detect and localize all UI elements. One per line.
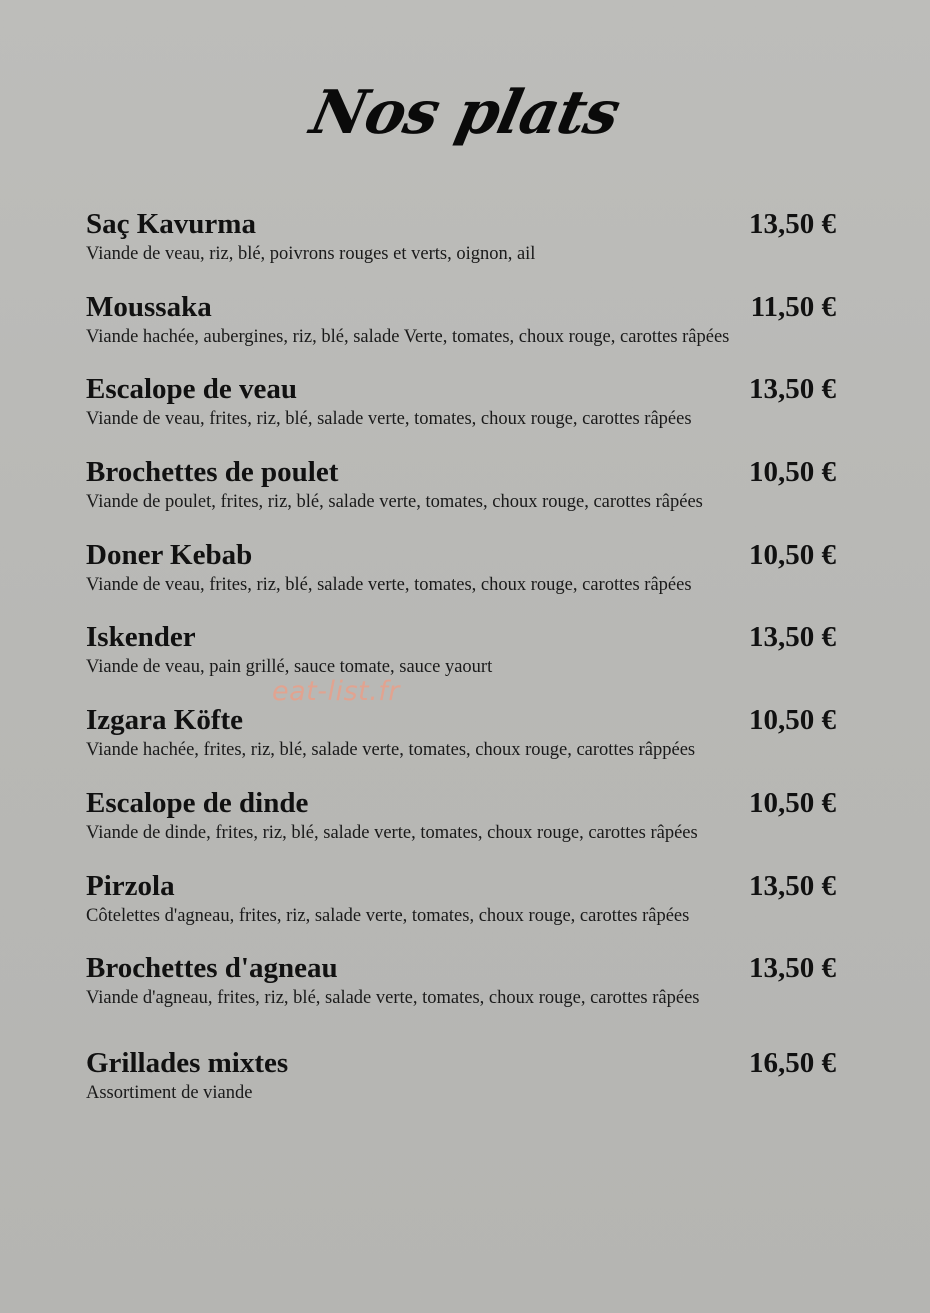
dish-description: Viande de dinde, frites, riz, blé, salade verte, tomates, choux rouge, carottes râpées xyxy=(86,822,698,843)
menu-item xyxy=(84,371,844,454)
menu-item xyxy=(84,454,844,537)
menu-item xyxy=(84,702,844,785)
dish-description: Viande de veau, frites, riz, blé, salade verte, tomates, choux rouge, carottes râpées xyxy=(86,409,692,430)
dish-name: Saç Kavurma xyxy=(86,208,256,240)
dish-price: 10,50 € xyxy=(749,786,836,819)
dish-description: Viande de poulet, frites, riz, blé, salade verte, tomates, choux rouge, carottes râpées xyxy=(86,492,703,513)
dish-price: 11,50 € xyxy=(750,290,836,323)
dish-price: 10,50 € xyxy=(749,538,836,571)
menu-item xyxy=(84,289,844,372)
menu-item xyxy=(84,868,844,951)
dish-price: 16,50 € xyxy=(749,1046,836,1079)
dish-name: Moussaka xyxy=(86,290,212,323)
menu-item xyxy=(84,206,844,289)
menu-item xyxy=(84,785,844,868)
dish-price: 13,50 € xyxy=(749,869,836,902)
menu-item xyxy=(84,537,844,620)
dish-price: 13,50 € xyxy=(749,621,836,654)
menu-item xyxy=(84,950,844,1033)
dish-price: 13,50 € xyxy=(749,952,836,985)
dish-name: Doner Kebab xyxy=(86,538,253,571)
dish-description: Viande hachée, frites, riz, blé, salade verte, tomates, choux rouge, carottes râppées xyxy=(86,740,696,761)
dish-price: 10,50 € xyxy=(749,704,836,737)
dish-price: 13,50 € xyxy=(749,373,836,406)
dish-description: Côtelettes d'agneau, frites, riz, salade verte, tomates, choux rouge, carottes râpées xyxy=(86,905,690,926)
dish-name: Iskender xyxy=(86,621,196,654)
dish-price: 10,50 € xyxy=(749,456,836,489)
dish-description: Viande de veau, pain grillé, sauce tomate, sauce yaourt xyxy=(86,657,493,678)
dish-name: Pirzola xyxy=(86,869,175,902)
dish-list xyxy=(84,206,844,1128)
dish-description: Viande hachée, aubergines, riz, blé, salade Verte, tomates, choux rouge, carottes râpées xyxy=(86,326,730,347)
dish-name: Escalope de veau xyxy=(86,373,298,406)
dish-description: Viande d'agneau, frites, riz, blé, salade verte, tomates, choux rouge, carottes râpées xyxy=(86,988,700,1009)
dish-description: Assortiment de viande xyxy=(86,1082,253,1103)
dish-description: Viande de veau, riz, blé, poivrons rouges et verts, oignon, ail xyxy=(86,244,536,264)
dish-name: Brochettes de poulet xyxy=(86,456,339,489)
watermark: eat-list.fr xyxy=(272,676,400,707)
dish-name: Izgara Köfte xyxy=(86,704,244,737)
dish-name: Brochettes d'agneau xyxy=(86,952,338,985)
dish-description: Viande de veau, frites, riz, blé, salade verte, tomates, choux rouge, carottes râpées xyxy=(86,574,692,595)
dish-name: Grillades mixtes xyxy=(86,1046,289,1079)
dish-name: Escalope de dinde xyxy=(86,786,309,819)
menu-item xyxy=(84,619,844,702)
menu-item xyxy=(84,1045,844,1128)
dish-price: 13,50 € xyxy=(749,208,836,240)
page-title: Nos plats xyxy=(304,78,626,148)
